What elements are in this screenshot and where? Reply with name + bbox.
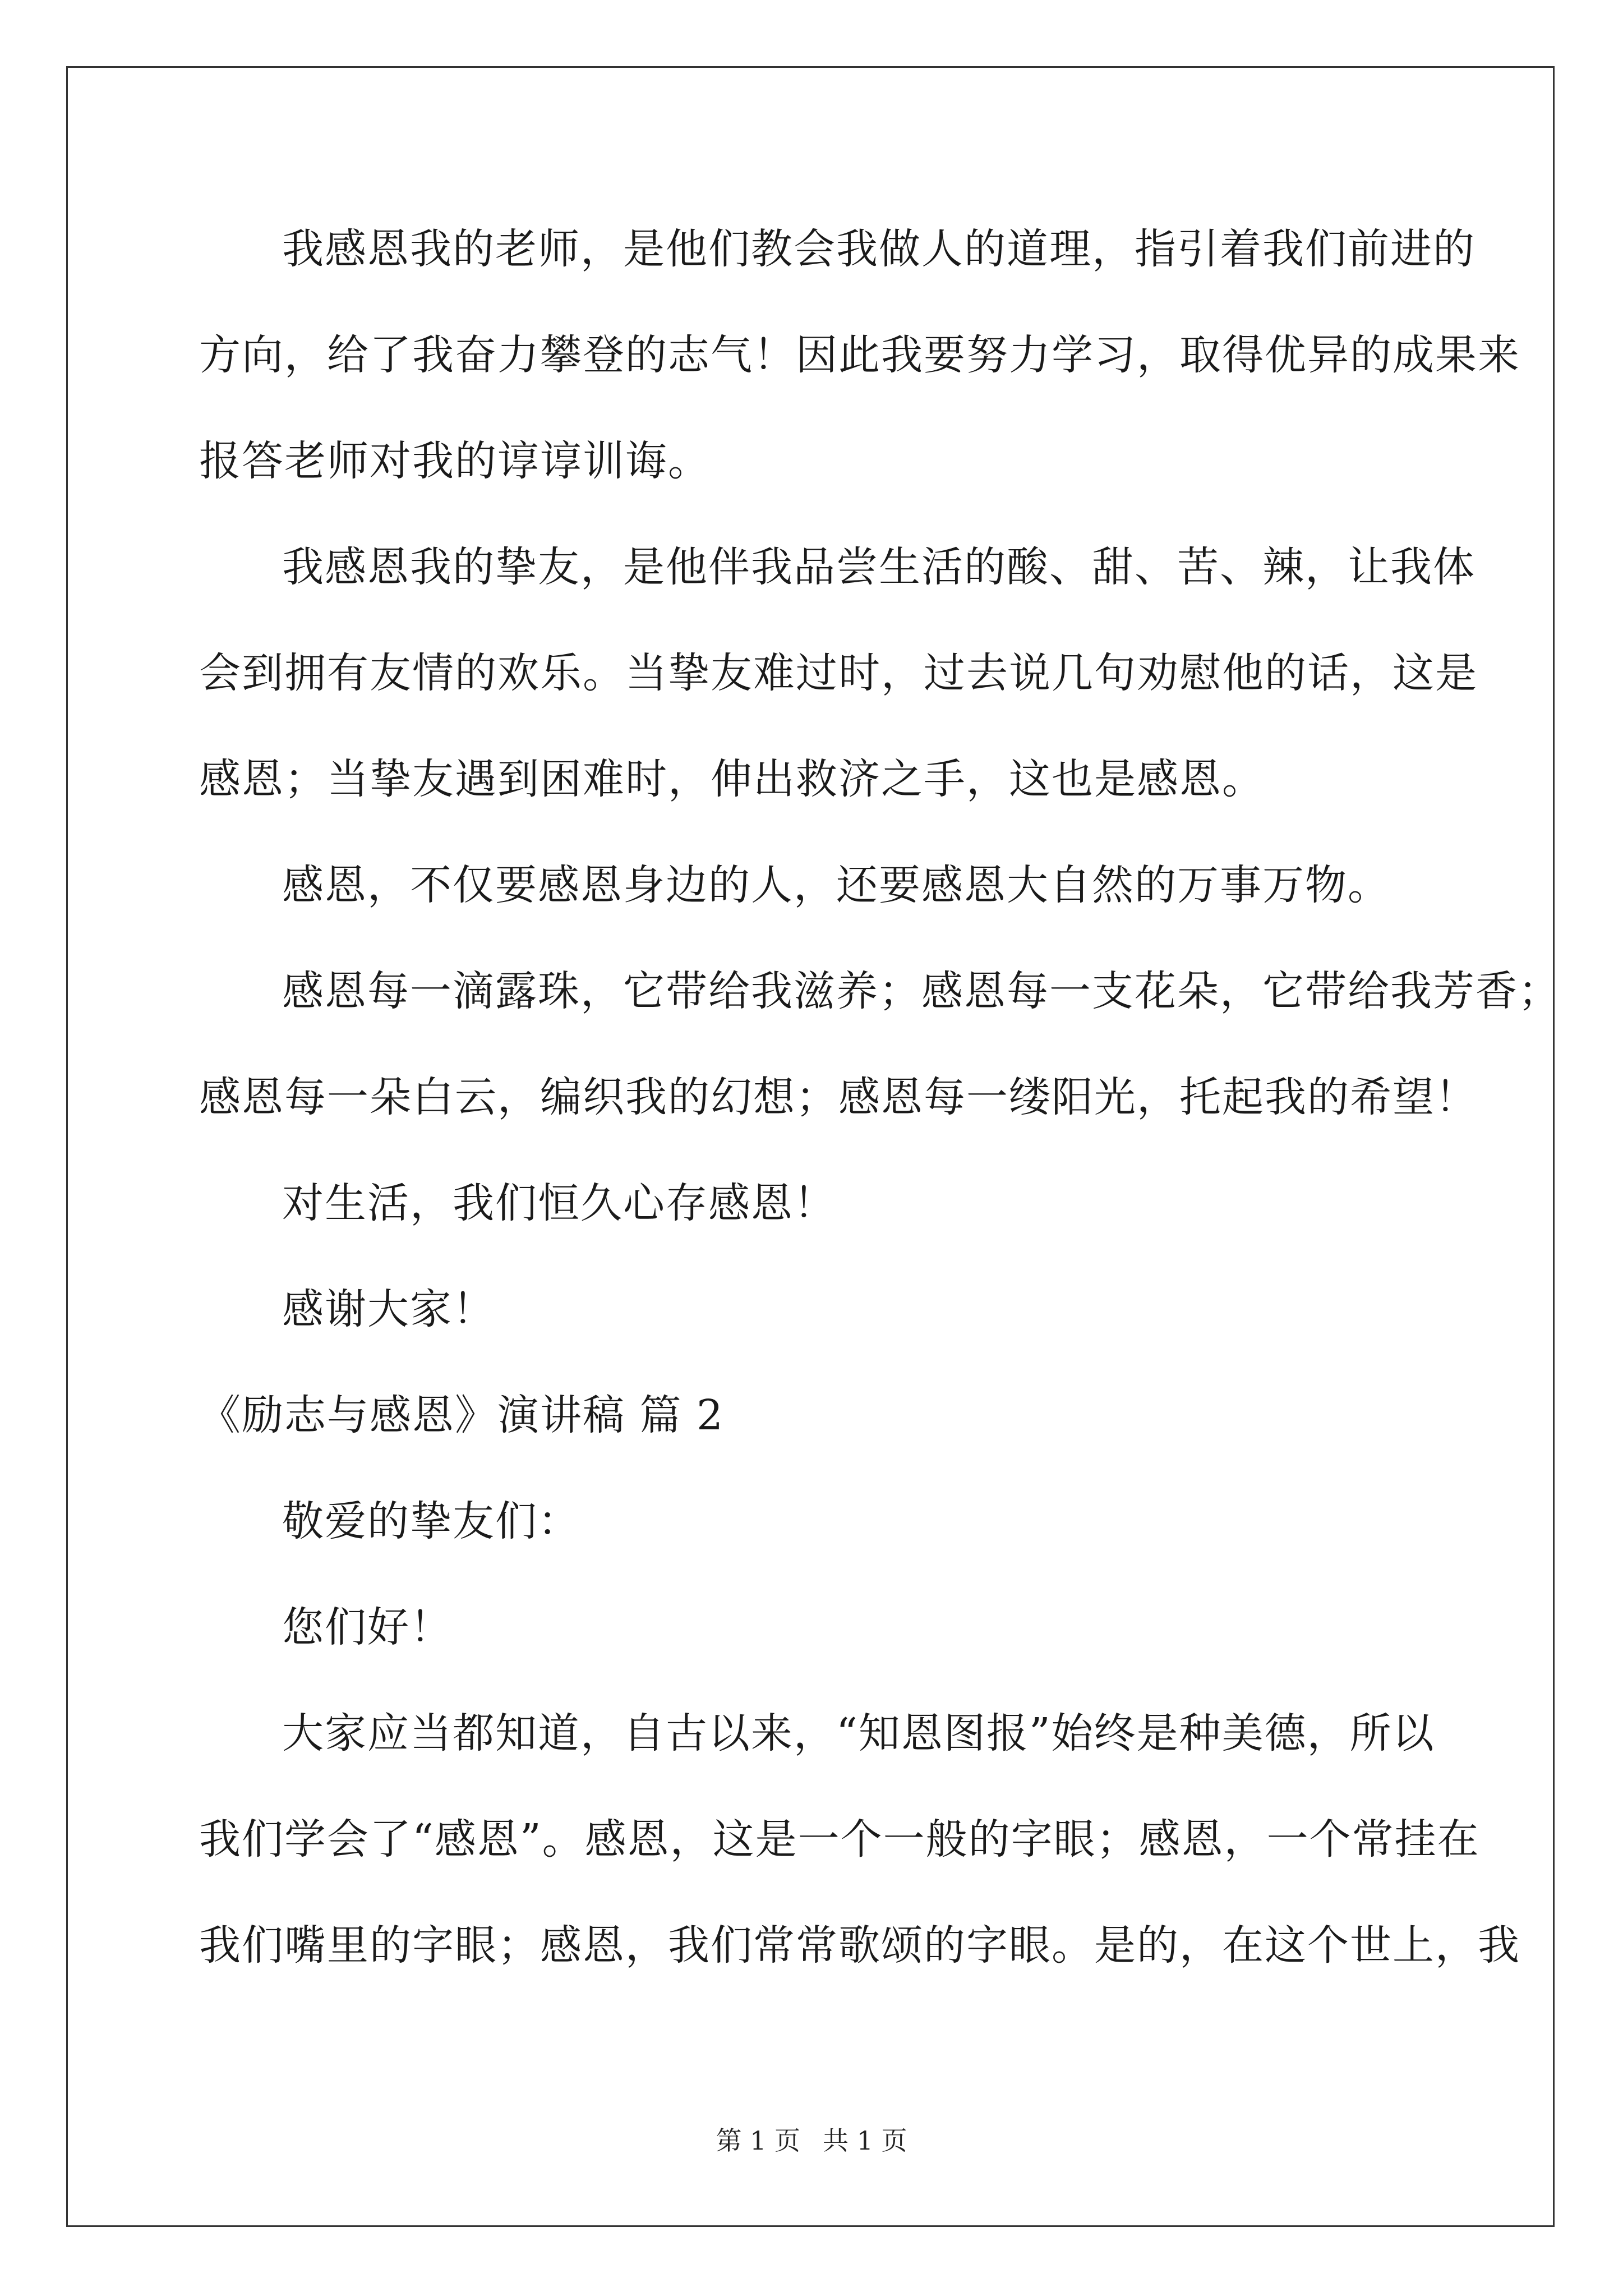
paragraph-3-line-1: 感恩，不仅要感恩身边的人，还要感恩大自然的万事万物。 (282, 861, 1390, 909)
page-number: 第 1 页 (716, 2125, 800, 2156)
paragraph-9-line-1: 大家应当都知道，自古以来，“知恩图报”始终是种美德，所以 (282, 1709, 1435, 1757)
paragraph-1-line-2: 方向，给了我奋力攀登的志气！因此我要努力学习，取得优异的成果来 (199, 331, 1520, 379)
paragraph-1-line-3: 报答老师对我的谆谆训诲。 (199, 437, 711, 485)
page-footer (0, 2120, 1623, 2157)
paragraph-2-line-3: 感恩；当挚友遇到困难时，伸出救济之手，这也是感恩。 (199, 755, 1265, 803)
paragraph-1-line-1: 我感恩我的老师，是他们教会我做人的道理，指引着我们前进的 (282, 225, 1476, 273)
paragraph-2-line-2: 会到拥有友情的欢乐。当挚友难过时，过去说几句劝慰他的话，这是 (199, 649, 1478, 697)
section-heading: 《励志与感恩》演讲稿 篇 2 (199, 1391, 725, 1439)
paragraph-4-line-2: 感恩每一朵白云，编织我的幻想；感恩每一缕阳光，托起我的希望！ (199, 1073, 1478, 1121)
paragraph-5-line-1: 对生活，我们恒久心存感恩！ (282, 1179, 836, 1227)
document-body (199, 216, 1561, 2018)
salutation-line: 敬爱的挚友们： (282, 1497, 580, 1545)
paragraph-9-line-3: 我们嘴里的字眼；感恩，我们常常歌颂的字眼。是的，在这个世上，我 (199, 1921, 1520, 1970)
paragraph-9-line-2: 我们学会了“感恩”。感恩，这是一个一般的字眼；感恩，一个常挂在 (199, 1815, 1480, 1864)
greeting-line: 您们好！ (282, 1603, 453, 1651)
paragraph-4-line-1: 感恩每一滴露珠，它带给我滋养；感恩每一支花朵，它带给我芳香； (282, 967, 1561, 1015)
paragraph-6-line-1: 感谢大家！ (282, 1285, 495, 1333)
paragraph-2-line-1: 我感恩我的挚友，是他伴我品尝生活的酸、甜、苦、辣，让我体 (282, 543, 1476, 591)
page-total: 共 1 页 (823, 2125, 907, 2156)
